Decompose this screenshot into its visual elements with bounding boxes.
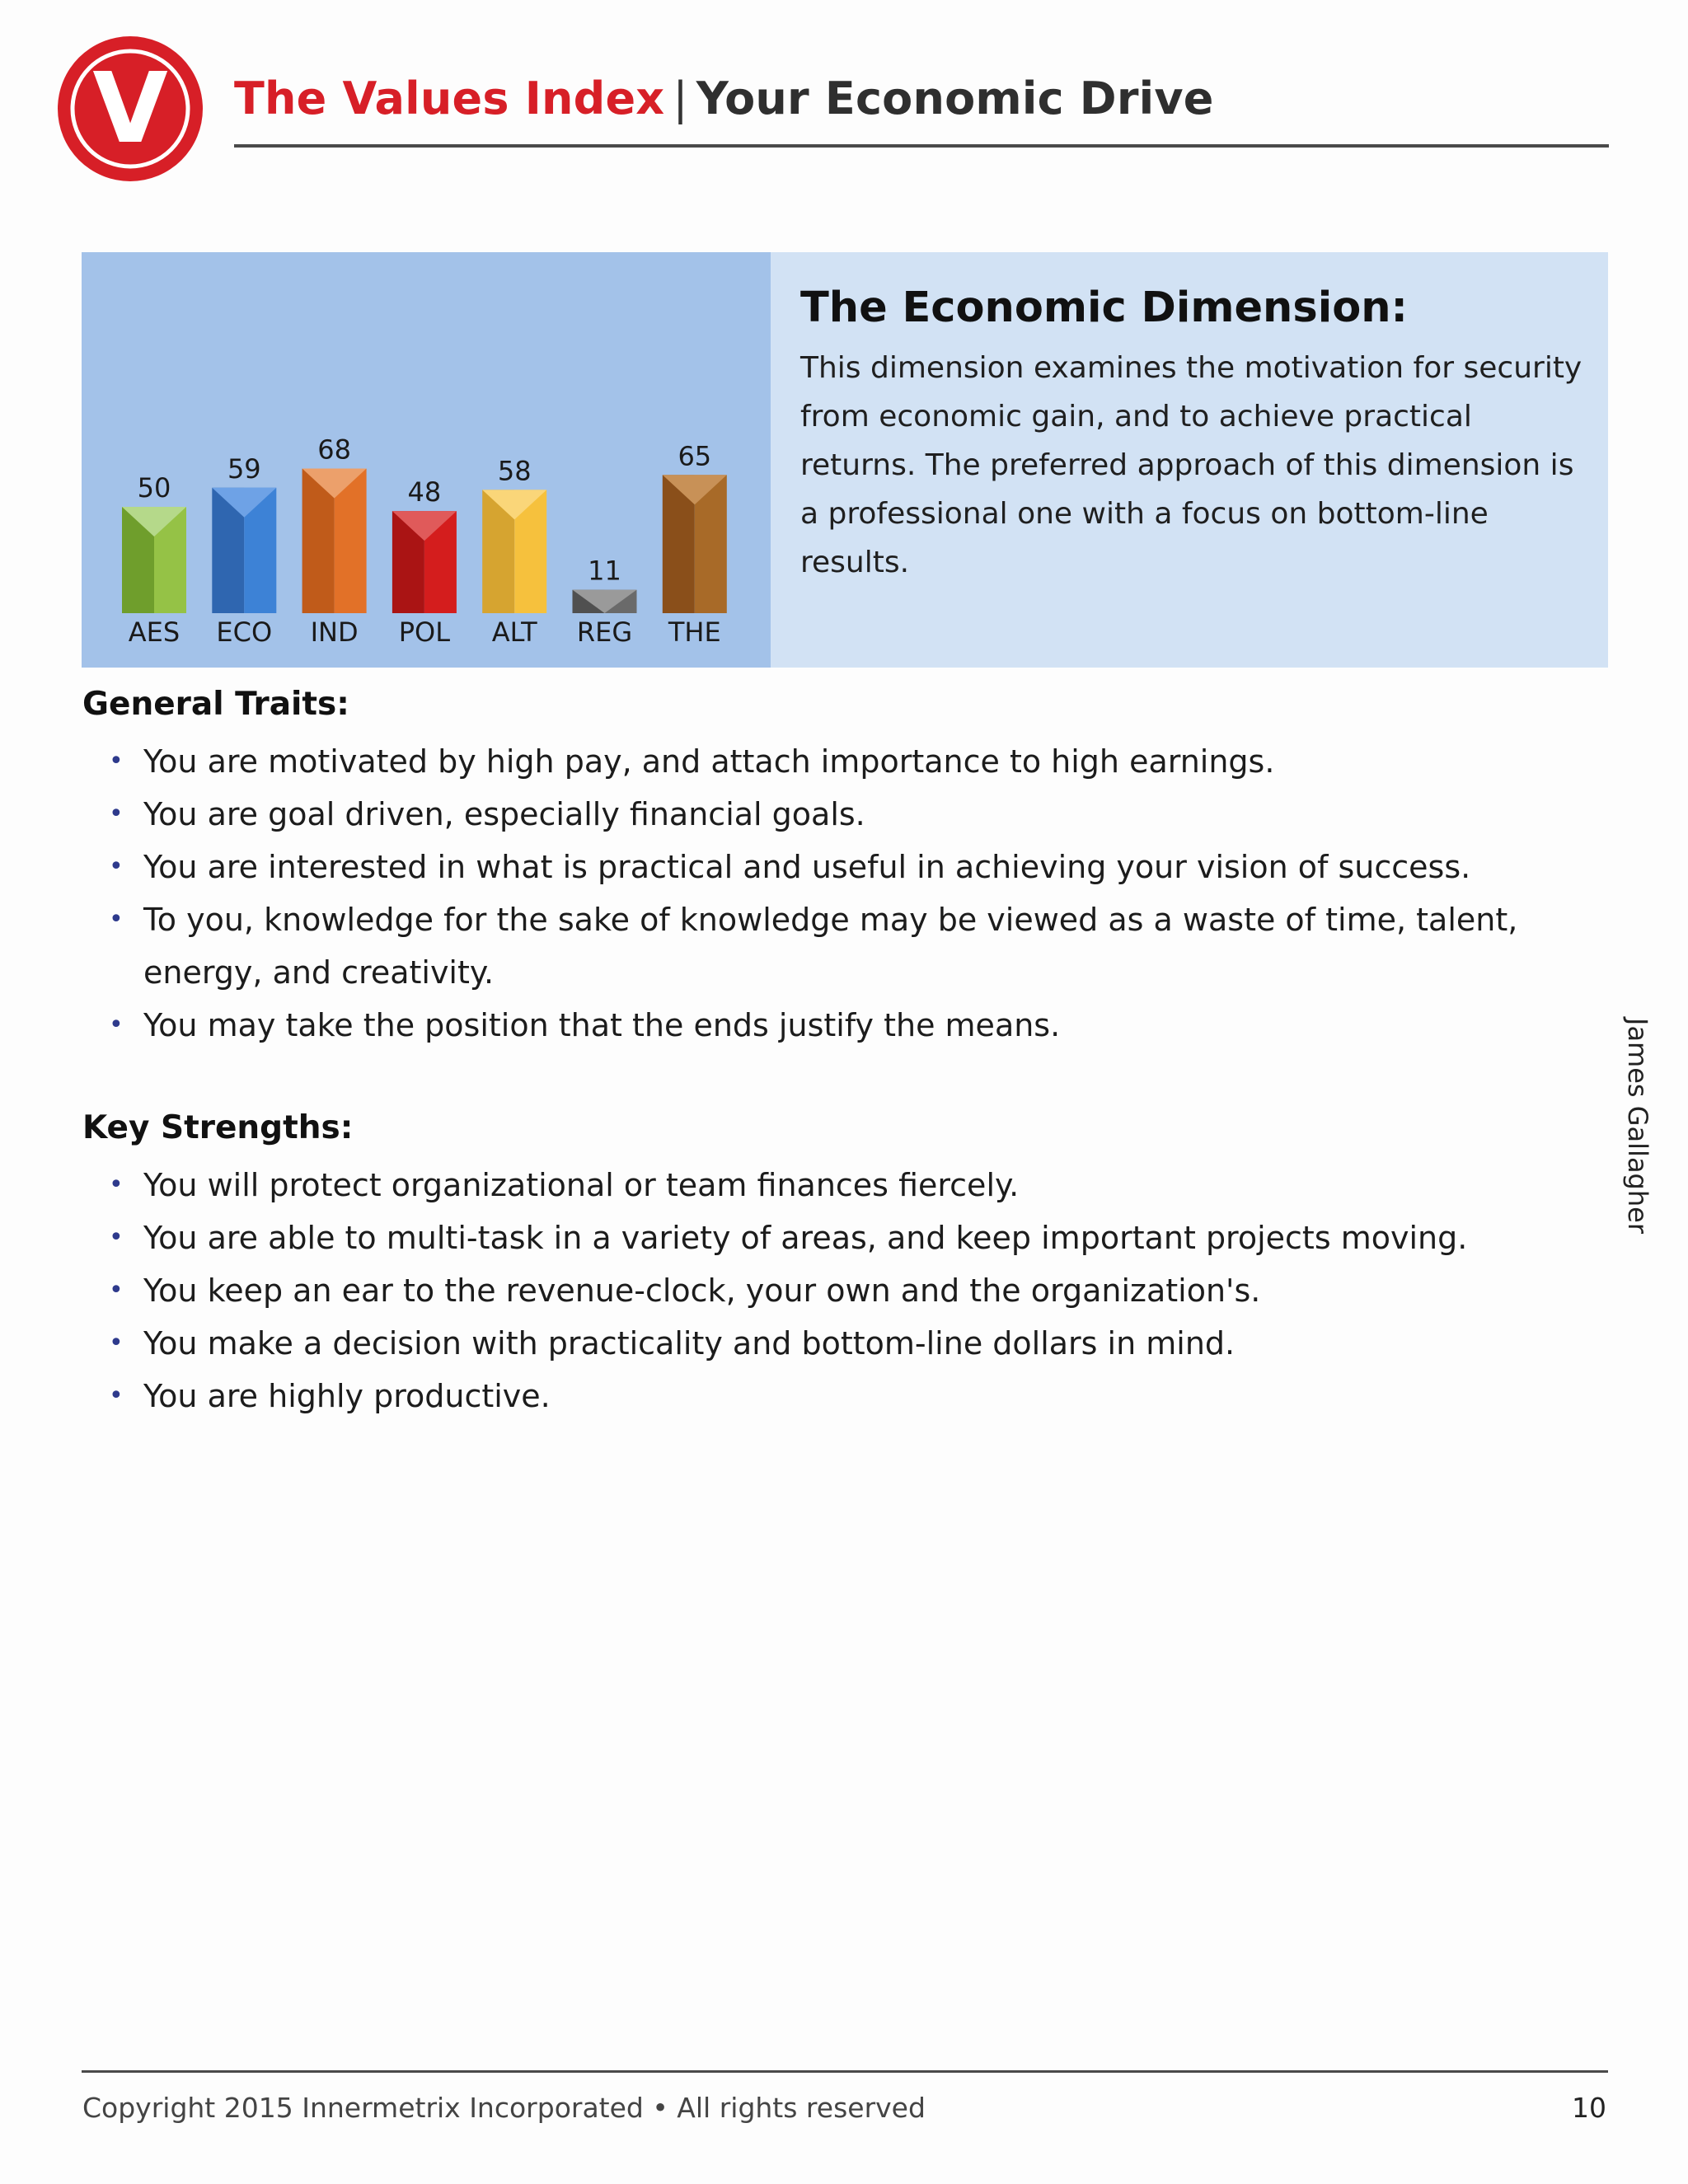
trait-text: You may take the position that the ends justify the means. [143, 1007, 1061, 1043]
bullet-icon: • [109, 747, 124, 776]
trait-item [82, 841, 1566, 893]
bar-category-label: AES [128, 616, 181, 648]
bar-value-label: 48 [407, 476, 442, 509]
bullet-icon: • [109, 1276, 124, 1305]
dimension-description: This dimension examines the motivation for security from economic gain, and to achieve practical returns. The preferred approach of this dimension is a professional one with a focus on bottom-line results. [800, 351, 1582, 579]
page-subtitle: Your Economic Drive [696, 73, 1214, 124]
logo-letter: V [92, 51, 168, 165]
strength-item [82, 1317, 1566, 1370]
bar-category-label: REG [576, 616, 633, 648]
bullet-icon: • [109, 1381, 124, 1410]
key-strengths-list [82, 1159, 1566, 1422]
strength-item [82, 1264, 1566, 1317]
bullet-icon: • [109, 1170, 124, 1199]
strength-text: You are highly productive. [143, 1378, 551, 1414]
strength-item [82, 1212, 1566, 1264]
strength-text: You are able to multi-task in a variety of areas, and keep important projects moving. [143, 1220, 1468, 1256]
key-strengths-title: Key Strengths: [82, 1109, 354, 1146]
bullet-icon: • [109, 1223, 124, 1252]
bullet-icon: • [109, 799, 124, 828]
footer-divider [82, 2070, 1608, 2073]
bar-value-label: 65 [678, 440, 712, 472]
bar-value-label: 68 [317, 434, 351, 466]
general-traits-title: General Traits: [82, 686, 349, 723]
strength-item [82, 1370, 1566, 1422]
trait-text: You are interested in what is practical and useful in achieving your vision of success. [143, 849, 1471, 885]
strength-text: You make a decision with practicality and bottom-line dollars in mind. [143, 1325, 1236, 1361]
trait-item [82, 893, 1566, 999]
bullet-icon: • [109, 1329, 124, 1357]
bullet-icon: • [109, 852, 124, 881]
general-traits-list [82, 735, 1566, 1052]
bar-value-label: 11 [588, 555, 621, 587]
strength-text: You keep an ear to the revenue-clock, your own and the organization's. [143, 1272, 1261, 1309]
bar-category-label: IND [310, 616, 359, 648]
candidate-name: James Gallagher [1622, 1018, 1653, 1234]
bar-category-label: POL [398, 616, 451, 648]
values-bar-chart [82, 252, 771, 668]
header-divider [234, 144, 1609, 148]
bar-value-label: 59 [227, 452, 261, 485]
bar-chart-svg [82, 252, 771, 668]
strength-text: You will protect organizational or team finances fiercely. [143, 1167, 1020, 1203]
dimension-title: The Economic Dimension: [800, 284, 1408, 332]
strength-item [82, 1159, 1566, 1212]
brand-title: The Values Index [234, 73, 665, 124]
trait-item [82, 999, 1566, 1052]
trait-text: You are motivated by high pay, and attach importance to high earnings. [143, 743, 1275, 780]
trait-text: To you, knowledge for the sake of knowledge may be viewed as a waste of time, talent, energy, and creativity. [143, 902, 1518, 991]
title-separator: | [673, 73, 688, 124]
page-number: 10 [1572, 2092, 1606, 2124]
bullet-icon: • [109, 1010, 124, 1039]
bullet-icon: • [109, 905, 124, 934]
bar-value-label: 50 [137, 472, 171, 504]
bar-category-label: THE [668, 616, 721, 648]
dimension-panel [771, 252, 1608, 668]
copyright-text: Copyright 2015 Innermetrix Incorporated • All rights reserved [82, 2092, 926, 2124]
trait-item [82, 735, 1566, 788]
trait-item [82, 788, 1566, 841]
values-index-logo [56, 35, 204, 183]
page-title [234, 73, 1214, 124]
trait-text: You are goal driven, especially financial goals. [143, 796, 865, 832]
bar-category-label: ALT [491, 616, 537, 648]
bar-category-label: ECO [216, 616, 273, 648]
bar-value-label: 58 [497, 455, 532, 487]
